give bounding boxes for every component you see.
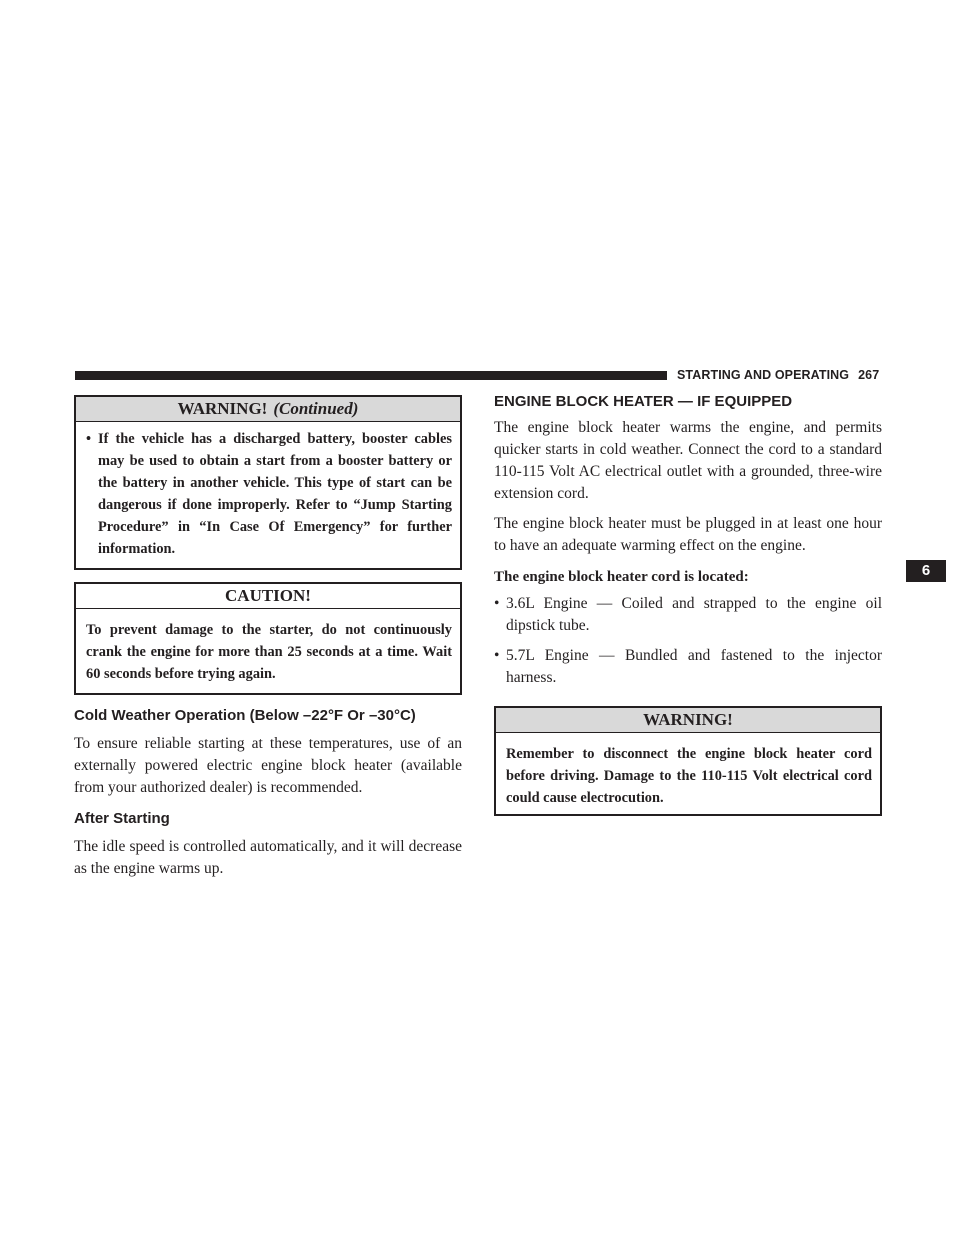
warning-box-title: WARNING! (496, 708, 880, 733)
heater-paragraph-1: The engine block heater warms the engine, and permits quicker starts in cold weather. Connect the cord to a standard 110-115 Volt AC electrical outlet with a grounded, three-wire extension cord. (494, 419, 882, 502)
left-column (74, 395, 462, 880)
cold-weather-text: To ensure reliable starting at these temperatures, use of an externally powered electric engine block heater (available from your authorized dealer) is recommended. (74, 735, 462, 796)
right-column (494, 393, 882, 816)
heater-paragraph-2: The engine block heater must be plugged in at least one hour to have an adequate warming effect on the engine. (494, 515, 882, 554)
warning-continued-body (76, 422, 460, 568)
warning-continued-text: If the vehicle has a discharged battery, booster cables may be used to obtain a start from a booster battery or the battery in another vehicle. This type of start can be dangerous if done improperly. Refer to “Jump Starting Procedure” in “In Case Of Emergency” for further information. (98, 431, 452, 557)
page-number: 267 (858, 368, 880, 382)
heater-cord-lead: The engine block heater cord is located: (494, 569, 749, 585)
bullet-mark: • (494, 647, 500, 664)
engine-block-heater-heading: ENGINE BLOCK HEATER — IF EQUIPPED (494, 393, 793, 410)
header-rule (75, 371, 667, 380)
chapter-tab[interactable]: 6 (906, 560, 946, 582)
warning-title: WARNING! (177, 399, 268, 418)
running-header (677, 368, 879, 382)
list-item (494, 593, 882, 637)
warning-continued-box (74, 395, 462, 570)
after-starting-text: The idle speed is controlled automatically, and it will decrease as the engine warms up. (74, 838, 462, 877)
warning-continued-title (76, 397, 460, 422)
caution-title: CAUTION! (76, 584, 460, 609)
list-item (494, 645, 882, 689)
after-starting-heading: After Starting (74, 810, 170, 827)
continued-label: (Continued) (273, 399, 359, 418)
caution-box (74, 582, 462, 695)
cold-weather-heading: Cold Weather Operation (Below –22°F Or –30°C) (74, 707, 416, 724)
section-title: STARTING AND OPERATING (677, 368, 850, 382)
bullet-text: 5.7L Engine — Bundled and fastened to the injector harness. (506, 647, 882, 686)
warning-box-text: Remember to disconnect the engine block heater cord before driving. Damage to the 110-115 Volt electrical cord could cause electrocution. (506, 746, 872, 806)
bullet-mark: • (494, 595, 500, 612)
bullet-mark: • (86, 431, 92, 447)
list-item (86, 428, 452, 560)
warning-box (494, 706, 882, 816)
bullet-text: 3.6L Engine — Coiled and strapped to the engine oil dipstick tube. (506, 595, 882, 634)
caution-text: To prevent damage to the starter, do not continuously crank the engine for more than 25 seconds at a time. Wait 60 seconds before trying again. (86, 622, 452, 682)
